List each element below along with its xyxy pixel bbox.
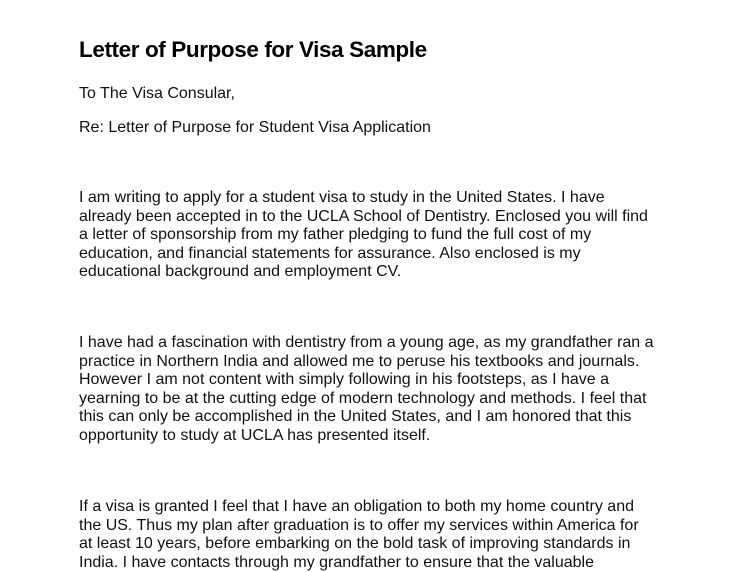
text-line: India. I have contacts through my grandfather to ensure that the valuable <box>79 554 639 572</box>
salutation: To The Visa Consular, <box>79 85 235 103</box>
text-line: the US. Thus my plan after graduation is to offer my services within America for <box>79 517 639 536</box>
text-line: educational background and employment CV. <box>79 263 648 282</box>
paragraph-2 <box>79 334 654 445</box>
text-line: practice in Northern India and allowed me to peruse his textbooks and journals. <box>79 353 654 372</box>
text-line: opportunity to study at UCLA has presented itself. <box>79 427 654 446</box>
text-line: education, and financial statements for assurance. Also enclosed is my <box>79 245 648 264</box>
paragraph-3 <box>79 498 639 572</box>
text-line: this can only be accomplished in the United States, and I am honored that this <box>79 408 654 427</box>
text-line: yearning to be at the cutting edge of modern technology and methods. I feel that <box>79 390 654 409</box>
text-line: a letter of sponsorship from my father pledging to fund the full cost of my <box>79 226 648 245</box>
text-line: at least 10 years, before embarking on the bold task of improving standards in <box>79 535 639 554</box>
text-line: I am writing to apply for a student visa to study in the United States. I have <box>79 189 648 208</box>
subject-line: Re: Letter of Purpose for Student Visa Application <box>79 119 431 137</box>
text-line: already been accepted in to the UCLA School of Dentistry. Enclosed you will find <box>79 208 648 227</box>
text-line: I have had a fascination with dentistry from a young age, as my grandfather ran a <box>79 334 654 353</box>
text-line: However I am not content with simply following in his footsteps, as I have a <box>79 371 654 390</box>
document-title: Letter of Purpose for Visa Sample <box>79 37 427 63</box>
paragraph-1 <box>79 189 648 282</box>
text-line: If a visa is granted I feel that I have an obligation to both my home country and <box>79 498 639 517</box>
